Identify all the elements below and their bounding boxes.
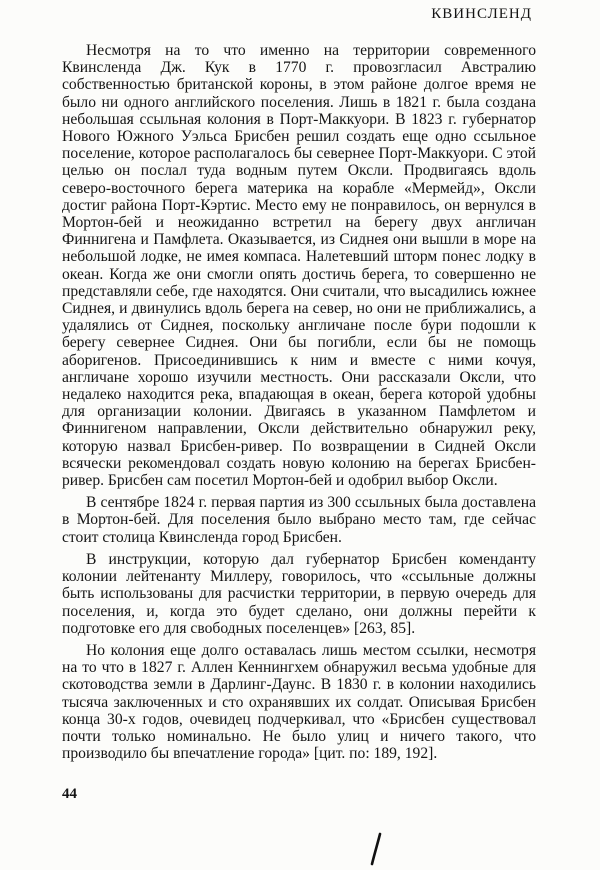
paragraph-3: В инструкции, которую дал губернатор Брисбен коменданту колонии лейтенанту Миллеру, говорилось, что «ссыльные должны быть использованы для расчистки территории, в первую очередь для поселения, и, когда это будет сделано, они должны перейти к подготовке его для свободных поселенцев» [263, 85]. bbox=[62, 550, 536, 637]
running-head-title: КВИНСЛЕНД bbox=[431, 6, 532, 22]
pen-mark-icon bbox=[366, 832, 386, 866]
paragraph-1: Несмотря на то что именно на территории современного Квинсленда Дж. Кук в 1770 г. провозгласил Австралию собственностью британской короны, в этом районе долгое время не было ни одного английского поселения. Лишь в 1821 г. была создана небольшая ссыльная колония в Порт-Маккуори. В 1823 г. губернатор Нового Южного Уэльса Брисбен решил создать еще одно ссыльное поселение, которое располагалось бы севернее Порт-Маккуори. С этой целью он послал туда водным путем Оксли. Продвигаясь вдоль северо-восточного берега материка на корабле «Мермейд», Оксли достиг района Порт-Кэртис. Место ему не понравилось, он вернулся в Мортон-бей и неожиданно встретил на берегу двух англичан Финнигена и Памфлета. Оказывается, из Сиднея они вышли в море на небольшой лодке, не имея компаса. Налетевший шторм понес лодку в океан. Когда же они смогли опять достичь берега, то совершенно не представляли себе, где находятся. Они считали, что высадились южнее Сиднея, и двинулись вдоль берега на север, но они не приближались, а удалялись от Сиднея, поскольку англичане после бури подошли к берегу севернее Сиднея. Они бы погибли, если бы не помощь аборигенов. Присоединившись к ним и вместе с ними кочуя, англичане хорошо изучили местность. Они рассказали Оксли, что недалеко находится река, впадающая в океан, берега которой удобны для организации колонии. Двигаясь в указанном Памфлетом и Финнигеном направлении, Оксли действительно обнаружил реку, которую назвал Брисбен-ривер. По возвращении в Сидней Оксли всячески рекомендовал создать новую колонию на берегах Брисбен-ривер. Брисбен сам посетил Мортон-бей и одобрил выбор Оксли. bbox=[62, 42, 536, 490]
body-text bbox=[62, 42, 536, 767]
page-number: 44 bbox=[62, 786, 77, 802]
paragraph-2: В сентябре 1824 г. первая партия из 300 ссыльных была доставлена в Мортон-бей. Для поселения было выбрано место там, где сейчас стоит столица Квинсленда город Брисбен. bbox=[62, 494, 536, 546]
paragraph-4: Но колония еще долго оставалась лишь местом ссылки, несмотря на то что в 1827 г. Аллен Кеннингхем обнаружил весьма удобные для скотоводства земли в Дарлинг-Даунс. В 1830 г. в колонии находились тысяча заключенных и сто охранявших их солдат. Описывая Брисбен конца 30-х годов, очевидец подчеркивал, что «Брисбен существовал почти только номинально. Не было улиц и ничего такого, что производило бы впечатление города» [цит. по: 189, 192]. bbox=[62, 641, 536, 763]
